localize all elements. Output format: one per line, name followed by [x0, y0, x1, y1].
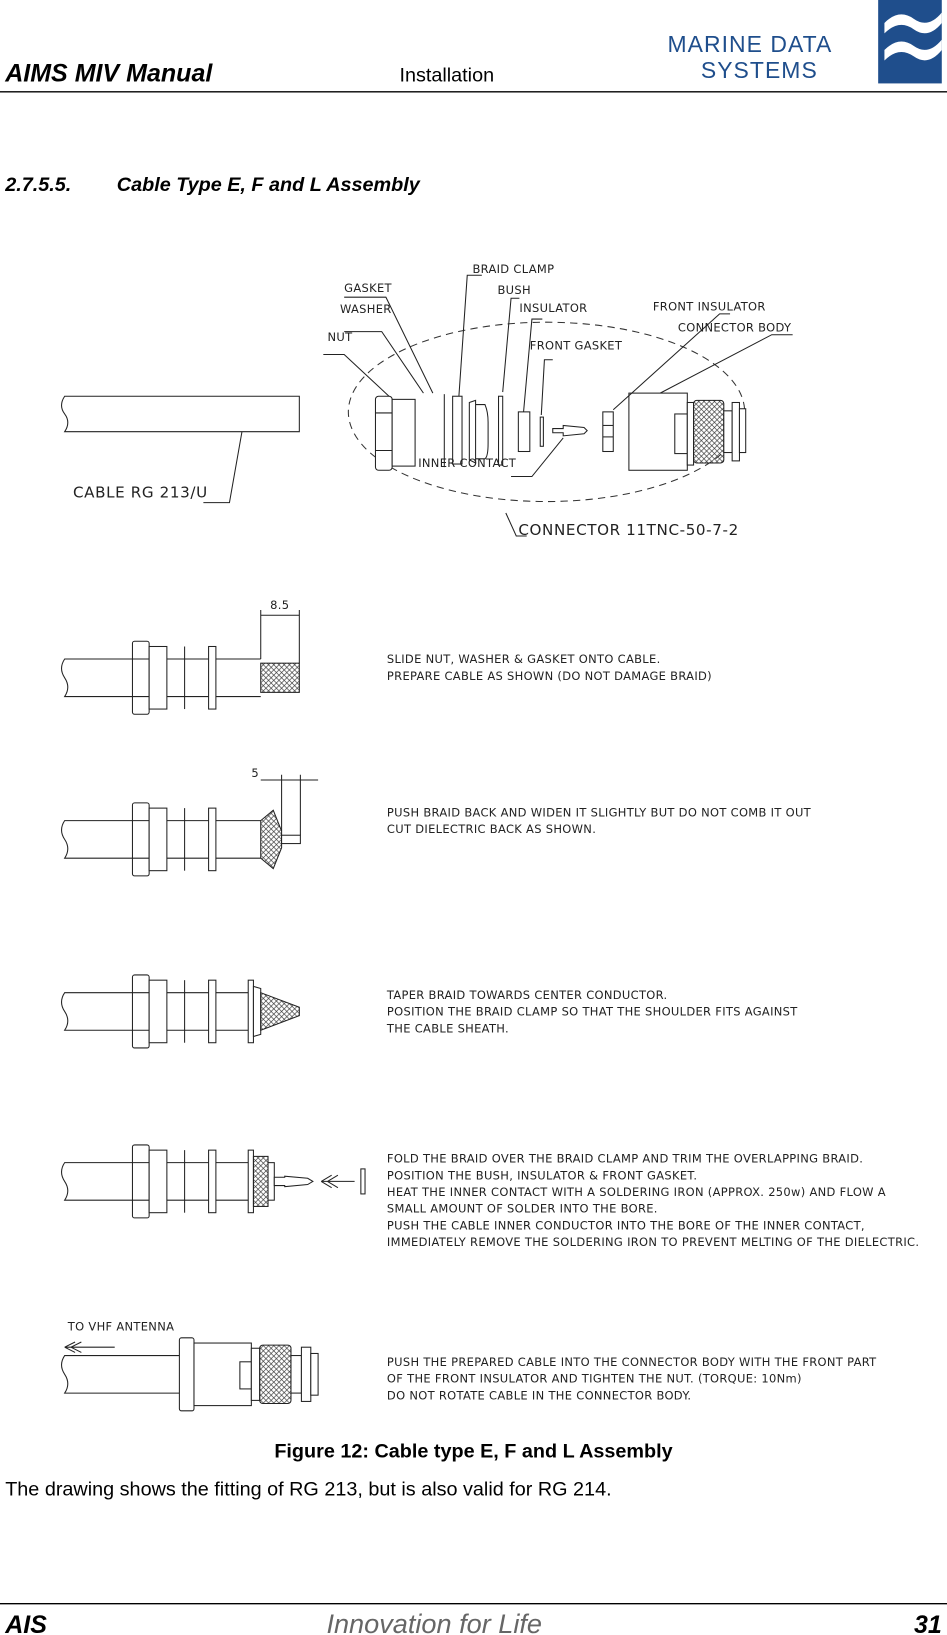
section-heading — [4, 174, 421, 196]
svg-text:NUT: NUT — [327, 329, 353, 344]
svg-text:BUSH: BUSH — [497, 283, 531, 298]
svg-text:PUSH BRAID BACK AND WIDEN IT S: PUSH BRAID BACK AND WIDEN IT SLIGHTLY BUT DO NOT COMB IT OUT — [386, 805, 812, 820]
antenna-label: TO VHF ANTENNA — [67, 1319, 175, 1334]
section-name: Installation — [399, 64, 495, 87]
label-connector: CONNECTOR 11TNC-50-7-2 — [518, 520, 739, 539]
manual-title: AIMS MIV Manual — [5, 59, 213, 88]
svg-text:TAPER BRAID TOWARDS CENTER CON: TAPER BRAID TOWARDS CENTER CONDUCTOR. — [386, 987, 668, 1002]
footer-tagline: Innovation for Life — [326, 1607, 542, 1635]
svg-text:PUSH THE CABLE INNER CONDUCTOR: PUSH THE CABLE INNER CONDUCTOR INTO THE BORE OF THE INNER CONTACT, — [386, 1218, 865, 1233]
svg-text:SYSTEMS: SYSTEMS — [700, 57, 818, 84]
svg-text:FOLD THE BRAID OVER THE BRAID: FOLD THE BRAID OVER THE BRAID CLAMP AND TRIM THE OVERLAPPING BRAID. — [386, 1151, 864, 1166]
svg-text:INSULATOR: INSULATOR — [519, 300, 588, 315]
page-footer — [0, 1604, 947, 1635]
svg-text:2.7.5.5.: 2.7.5.5. — [5, 173, 72, 196]
svg-text:CONNECTOR BODY: CONNECTOR BODY — [677, 320, 792, 335]
svg-text:FRONT INSULATOR: FRONT INSULATOR — [652, 299, 766, 314]
page-header — [0, 0, 947, 92]
assembly-step-5 — [62, 1320, 878, 1411]
assembly-step-1 — [62, 598, 712, 714]
footer-product: AIS — [5, 1610, 47, 1635]
exploded-connector-drawing — [62, 262, 793, 539]
svg-text:WASHER: WASHER — [340, 301, 392, 316]
svg-text:POSITION THE BUSH, INSULATOR &: POSITION THE BUSH, INSULATOR & FRONT GASKET. — [386, 1168, 698, 1183]
page-number: 31 — [913, 1610, 942, 1635]
assembly-step-2 — [62, 766, 812, 876]
svg-text:BRAID CLAMP: BRAID CLAMP — [472, 262, 555, 277]
svg-text:HEAT THE INNER CONTACT WITH A: HEAT THE INNER CONTACT WITH A SOLDERING IRON (APPROX. 250w) AND FLOW A — [386, 1185, 886, 1200]
body-paragraph: The drawing shows the fitting of RG 213, but is also valid for RG 214. — [5, 1478, 612, 1501]
svg-text:OF THE FRONT INSULATOR AND TIG: OF THE FRONT INSULATOR AND TIGHTEN THE NUT. (TORQUE: 10Nm) — [386, 1371, 802, 1386]
svg-text:PREPARE CABLE AS SHOWN (DO NOT: PREPARE CABLE AS SHOWN (DO NOT DAMAGE BRAID) — [386, 668, 712, 683]
figure-caption: Figure 12: Cable type E, F and L Assembly — [274, 1440, 673, 1463]
company-logo — [667, 0, 941, 83]
assembly-step-3 — [62, 975, 799, 1048]
assembly-step-4 — [62, 1145, 920, 1249]
label-cable: CABLE RG 213/U — [73, 483, 208, 502]
wave-logo-icon — [878, 0, 942, 83]
svg-text:SMALL AMOUNT OF SOLDER INTO TH: SMALL AMOUNT OF SOLDER INTO THE BORE. — [386, 1201, 658, 1216]
svg-text:IMMEDIATELY REMOVE THE SOLDERI: IMMEDIATELY REMOVE THE SOLDERING IRON TO PREVENT MELTING OF THE DIELECTRIC. — [386, 1235, 920, 1250]
svg-text:CUT DIELECTRIC BACK AS SHOWN.: CUT DIELECTRIC BACK AS SHOWN. — [386, 822, 597, 837]
svg-text:SLIDE NUT, WASHER & GASKET ONT: SLIDE NUT, WASHER & GASKET ONTO CABLE. — [386, 652, 661, 667]
svg-text:5: 5 — [251, 765, 259, 780]
svg-text:POSITION THE BRAID CLAMP SO TH: POSITION THE BRAID CLAMP SO THAT THE SHOULDER FITS AGAINST — [386, 1004, 798, 1019]
svg-text:THE CABLE SHEATH.: THE CABLE SHEATH. — [386, 1021, 509, 1036]
svg-text:PUSH THE PREPARED CABLE INTO T: PUSH THE PREPARED CABLE INTO THE CONNECTOR BODY WITH THE FRONT PART — [386, 1354, 877, 1369]
svg-text:DO NOT ROTATE CABLE IN THE CON: DO NOT ROTATE CABLE IN THE CONNECTOR BODY. — [386, 1388, 692, 1403]
svg-text:8.5: 8.5 — [270, 597, 290, 612]
svg-text:Cable Type E, F and L Assembly: Cable Type E, F and L Assembly — [116, 173, 420, 196]
svg-text:INNER CONTACT: INNER CONTACT — [418, 456, 517, 471]
svg-text:GASKET: GASKET — [344, 280, 392, 295]
svg-text:MARINE DATA: MARINE DATA — [667, 31, 833, 58]
svg-text:FRONT GASKET: FRONT GASKET — [529, 338, 623, 353]
